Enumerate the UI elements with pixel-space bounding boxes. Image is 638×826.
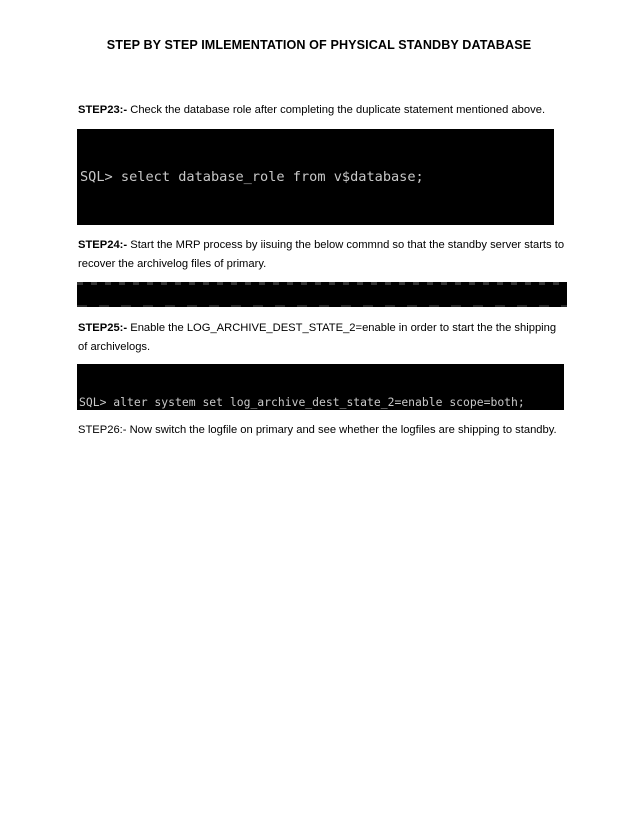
step24-paragraph — [78, 236, 568, 273]
console-line: SQL> alter system set log_archive_dest_state_2=enable scope=both; — [79, 395, 525, 409]
step23-text: Check the database role after completing the duplicate statement mentioned above. — [130, 104, 546, 116]
step23-paragraph — [78, 101, 568, 120]
step24-console-screenshot — [77, 282, 567, 307]
step24-text: Start the MRP process by iisuing the below commnd so that the standby server starts to recover the archivelog files of primary. — [78, 239, 565, 270]
step26-text: STEP26:- Now switch the logfile on primary and see whether the logfiles are shipping to standby. — [78, 424, 557, 436]
document-title: STEP BY STEP IMLEMENTATION OF PHYSICAL STANDBY DATABASE — [106, 38, 532, 52]
step23-label: STEP23:- — [78, 104, 128, 116]
step24-label: STEP24:- — [78, 239, 128, 251]
step25-paragraph — [78, 319, 568, 356]
step26-paragraph — [78, 421, 568, 440]
console-line: SQL> select database_role from v$database; — [80, 169, 424, 185]
console-line — [80, 220, 554, 225]
scan-artifact-top — [77, 282, 567, 285]
step25-text: Enable the LOG_ARCHIVE_DEST_STATE_2=enable in order to start the the shipping of archivelogs. — [78, 322, 557, 353]
step25-console-screenshot — [77, 364, 564, 410]
scan-artifact-bottom — [77, 305, 567, 307]
step23-console-screenshot — [77, 129, 554, 225]
step25-label: STEP25:- — [78, 322, 128, 334]
